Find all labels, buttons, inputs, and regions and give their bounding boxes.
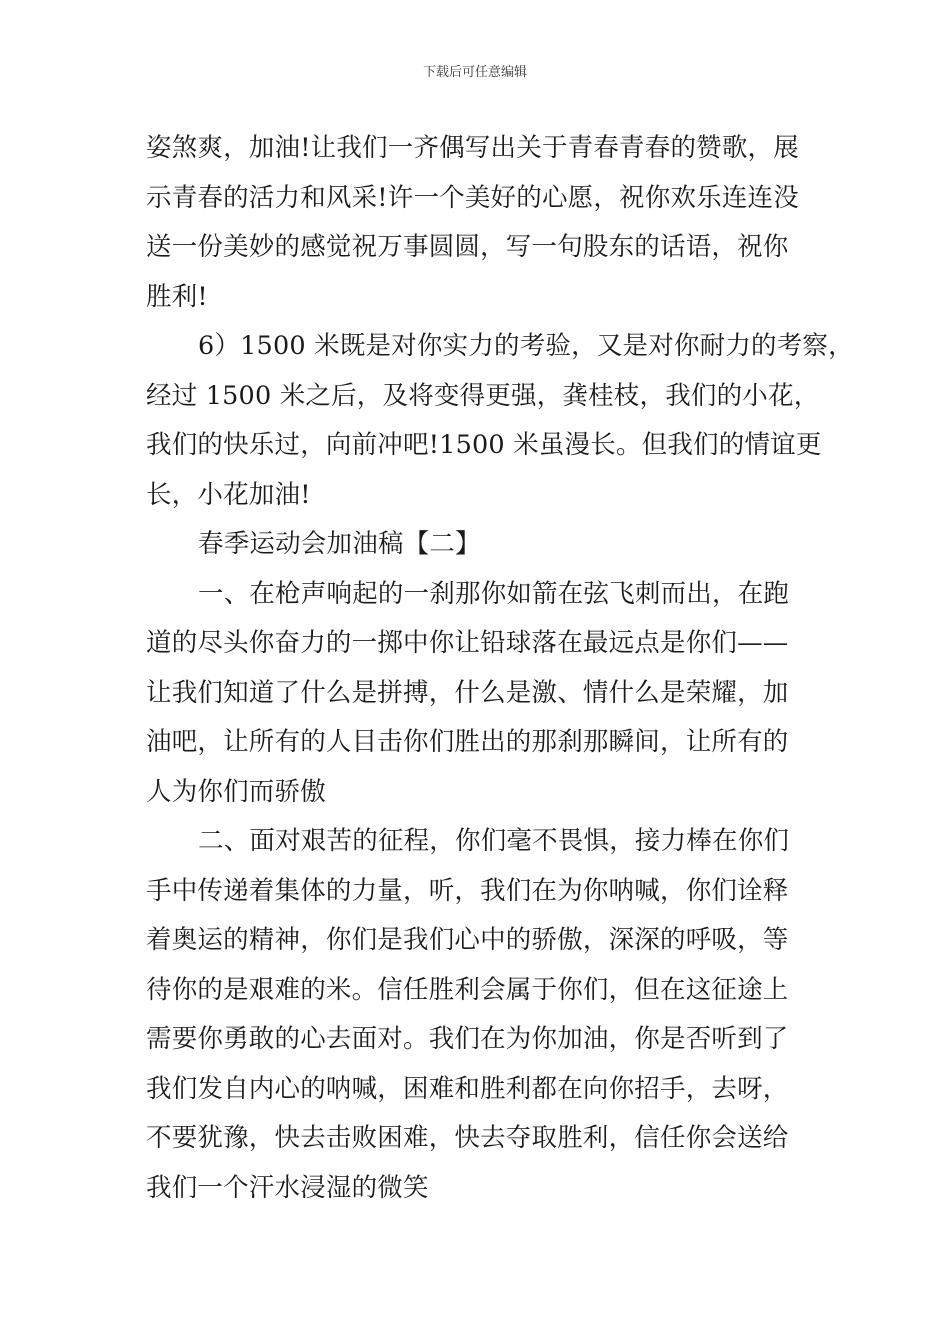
text-line: 油吧，让所有的人目击你们胜出的那刹那瞬间，让所有的 bbox=[146, 727, 789, 757]
text-line: 姿煞爽，加油!让我们一齐偶写出关于青春青春的赞歌，展 bbox=[146, 133, 799, 163]
text-line: 我们发自内心的呐喊，困难和胜利都在向你招手，去呀， bbox=[146, 1073, 789, 1104]
text-line: 手中传递着集体的力量，听，我们在为你呐喊，你们诠释 bbox=[146, 875, 789, 906]
text-line: 需要你勇敢的心去面对。我们在为你加油，你是否听到了 bbox=[146, 1024, 789, 1054]
text-line: 人为你们而骄傲 bbox=[146, 776, 326, 807]
section-heading: 春季运动会加油稿【二】 bbox=[198, 529, 481, 559]
text-line: 胜利! bbox=[146, 281, 208, 312]
text-line: 让我们知道了什么是拼搏，什么是激、情什么是荣耀，加 bbox=[146, 677, 789, 708]
text-line: 一、在枪声响起的一刹那你如箭在弦飞刺而出，在跑 bbox=[198, 578, 790, 609]
text-line: 我们的快乐过，向前冲吧!1500 米虽漫长。但我们的情谊更 bbox=[146, 430, 822, 460]
text-line: 送一份美妙的感觉祝万事圆圆，写一句股东的话语，祝你 bbox=[146, 232, 789, 262]
text-line: 经过 1500 米之后，及将变得更强，龚桂枝，我们的小花， bbox=[146, 380, 820, 411]
text-line: 不要犹豫，快去击败困难，快去夺取胜利，信任你会送给 bbox=[146, 1123, 789, 1153]
text-line: 着奥运的精神，你们是我们心中的骄傲，深深的呼吸，等 bbox=[146, 925, 789, 955]
text-line: 道的尽头你奋力的一掷中你让铅球落在最远点是你们—— bbox=[146, 628, 789, 658]
document-body bbox=[146, 124, 854, 1213]
text-line: 示青春的活力和风采!许一个美好的心愿，祝你欢乐连连没 bbox=[146, 182, 799, 213]
text-line: 二、面对艰苦的征程，你们毫不畏惧，接力棒在你们 bbox=[198, 826, 790, 856]
text-line: 我们一个汗水浸湿的微笑 bbox=[146, 1172, 429, 1203]
text-line: 长，小花加油! bbox=[146, 479, 311, 510]
text-line: 6）1500 米既是对你实力的考验，又是对你耐力的考察， bbox=[198, 331, 854, 361]
text-line: 待你的是艰难的米。信任胜利会属于你们，但在这征途上 bbox=[146, 974, 789, 1005]
page-header: 下载后可任意编辑 bbox=[422, 65, 527, 80]
